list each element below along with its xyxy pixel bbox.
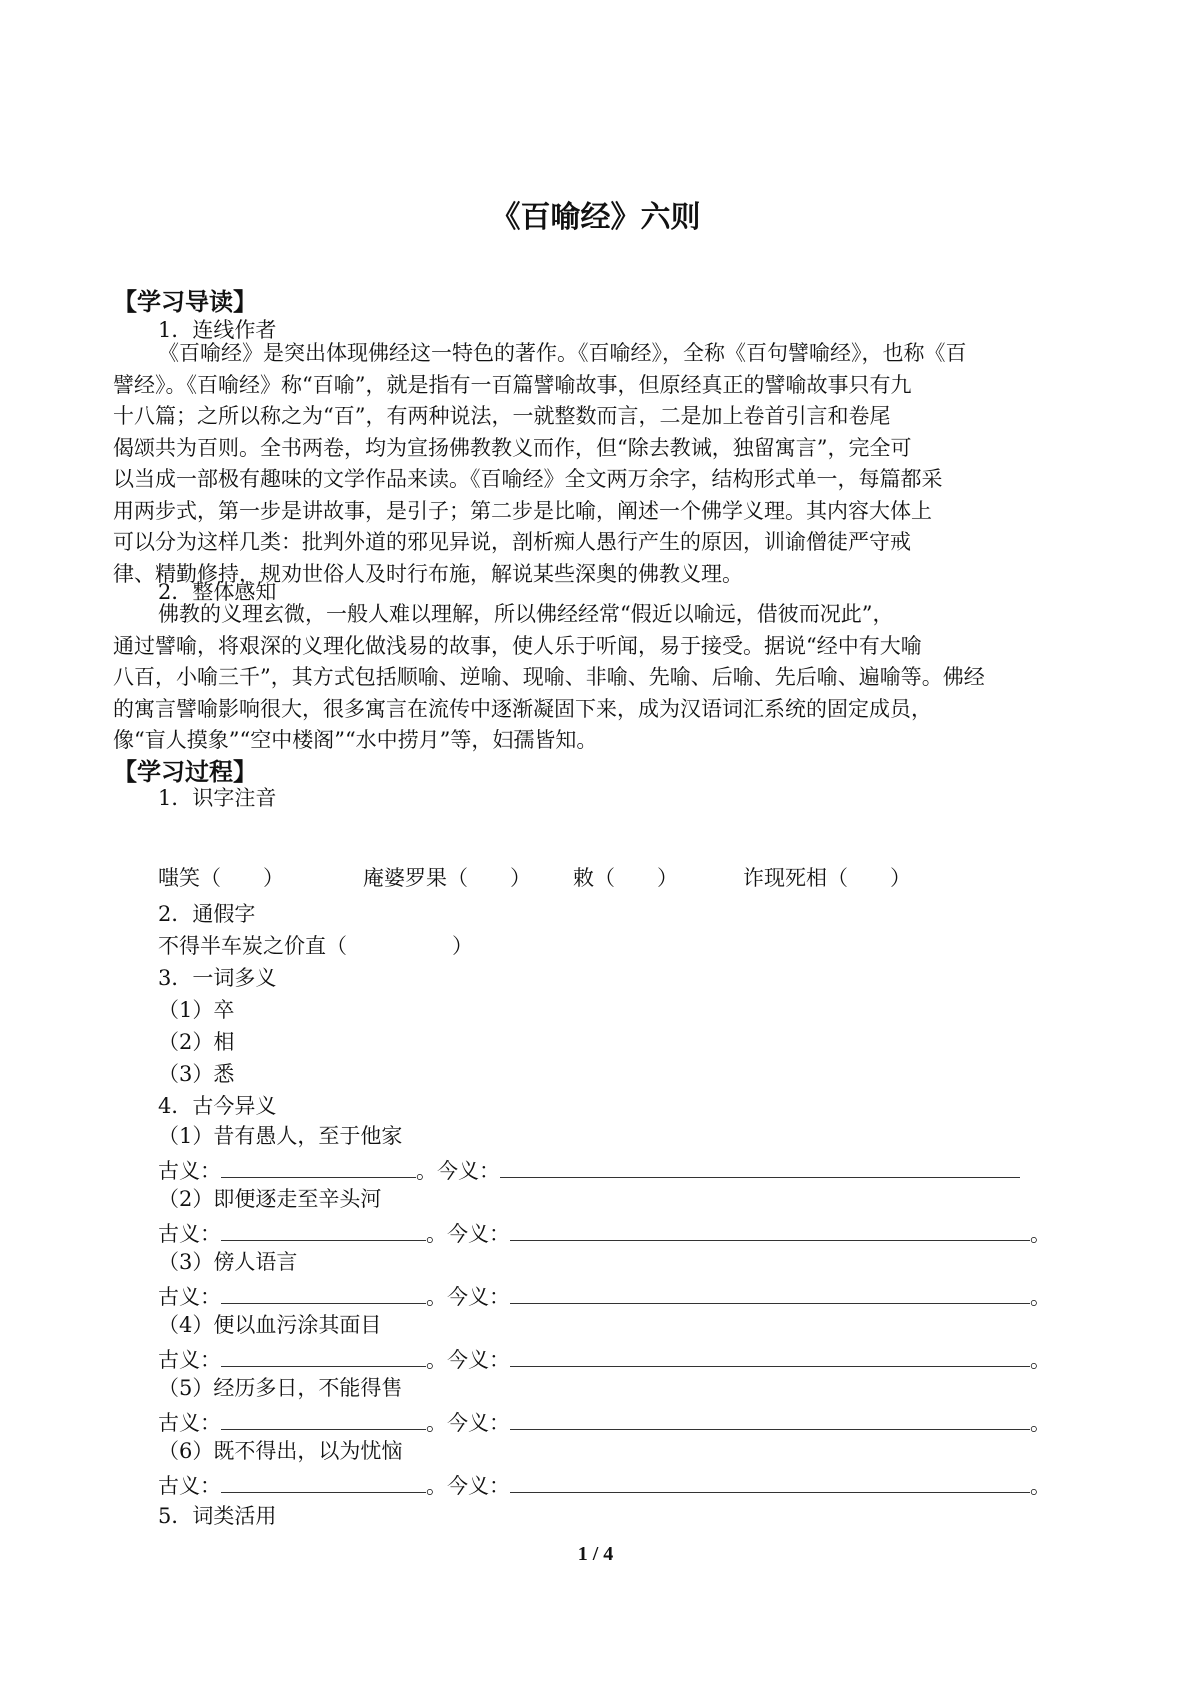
tongjia-question: 不得半车炭之价直（ ）: [158, 934, 473, 958]
gujin-sentence: （6）既不得出，以为忧恼: [158, 1439, 403, 1463]
duoyi-word: （2）相: [158, 1030, 235, 1054]
paragraph-line: 譬经》。《百喻经》称“百喻”，就是指有一百篇譬喻故事，但原经真正的譬喻故事只有九: [113, 372, 912, 397]
guide-item-2: 2．整体感知: [158, 580, 277, 604]
paragraph-line: 以当成一部极有趣味的文学作品来读。《百喻经》全文两万余字，结构形式单一，每篇都采: [113, 467, 943, 491]
gujin-answer-row: [158, 1470, 1051, 1500]
gujin-end: 。: [1030, 1222, 1051, 1246]
gu-label: 古义：: [158, 1411, 221, 1435]
paragraph-line: 通过譬喻，将艰深的义理化做浅易的故事，使人乐于听闻，易于接受。据说“经中有大喻: [113, 633, 922, 658]
pinyin-blank: 嗤笑（ ）: [158, 866, 284, 890]
page-title: 《百喻经》六则: [490, 200, 701, 235]
gujin-answer-row: [158, 1344, 1051, 1374]
gujin-sentence: （4）便以血污涂其面目: [158, 1313, 382, 1337]
section-heading-process: 【学习过程】: [113, 758, 257, 786]
gujin-sentence: （1）昔有愚人，至于他家: [158, 1124, 403, 1148]
gu-blank[interactable]: [221, 1220, 426, 1241]
gu-label: 古义：: [158, 1348, 221, 1372]
jin-label: 。今义：: [416, 1159, 500, 1183]
jin-blank[interactable]: [500, 1157, 1020, 1178]
gu-label: 古义：: [158, 1285, 221, 1309]
pinyin-blank: 庵婆罗果（ ）: [363, 866, 531, 890]
gu-blank[interactable]: [221, 1472, 426, 1493]
gujin-end: 。: [1030, 1411, 1051, 1435]
jin-label: 。今义：: [426, 1348, 510, 1372]
guide-paragraph-2: [113, 599, 1043, 757]
guide-item-1: 1．连线作者: [158, 318, 277, 342]
gu-blank[interactable]: [221, 1409, 426, 1430]
jin-blank[interactable]: [510, 1409, 1030, 1430]
process-item-3: 3．一词多义: [158, 966, 277, 990]
paragraph-line: 可以分为这样几类：批判外道的邪见异说，剖析痴人愚行产生的原因，训谕僧徒严守戒: [113, 530, 911, 554]
gu-blank[interactable]: [221, 1157, 416, 1178]
jin-blank[interactable]: [510, 1472, 1030, 1493]
gujin-sentence: （5）经历多日，不能得售: [158, 1376, 403, 1400]
jin-blank[interactable]: [510, 1346, 1030, 1367]
jin-label: 。今义：: [426, 1222, 510, 1246]
pinyin-blank: 敕（ ）: [573, 866, 678, 890]
gu-blank[interactable]: [221, 1283, 426, 1304]
paragraph-line: 八百，小喻三千”，其方式包括顺喻、逆喻、现喻、非喻、先喻、后喻、先后喻、遍喻等。佛经: [113, 665, 985, 689]
page-number: 1 / 4: [577, 1543, 614, 1565]
gujin-end: 。: [1030, 1348, 1051, 1372]
gujin-end: 。: [1030, 1474, 1051, 1498]
gujin-answer-row: [158, 1281, 1051, 1311]
process-item-1: 1．识字注音: [158, 786, 277, 810]
process-item-4: 4．古今异义: [158, 1094, 277, 1118]
jin-blank[interactable]: [510, 1283, 1030, 1304]
duoyi-word: （3）悉: [158, 1062, 235, 1086]
gu-label: 古义：: [158, 1159, 221, 1183]
gujin-sentence: （2）即便逐走至辛头河: [158, 1187, 382, 1211]
gujin-sentence: （3）傍人语言: [158, 1250, 298, 1274]
gujin-end: 。: [1030, 1285, 1051, 1309]
process-item-2: 2．通假字: [158, 902, 256, 926]
jin-label: 。今义：: [426, 1285, 510, 1309]
paragraph-line: 用两步式，第一步是讲故事，是引子；第二步是比喻，阐述一个佛学义理。其内容大体上: [113, 498, 932, 523]
paragraph-line: 偈颂共为百则。全书两卷，均为宣扬佛教教义而作，但“除去教诫，独留寓言”，完全可: [113, 435, 912, 460]
gu-label: 古义：: [158, 1222, 221, 1246]
section-heading-guide: 【学习导读】: [113, 288, 257, 316]
pinyin-blank: 诈现死相（ ）: [743, 866, 911, 890]
gu-label: 古义：: [158, 1474, 221, 1498]
duoyi-word: （1）卒: [158, 998, 235, 1022]
jin-label: 。今义：: [426, 1411, 510, 1435]
gu-blank[interactable]: [221, 1346, 426, 1367]
paragraph-line: 十八篇；之所以称之为“百”，有两种说法，一就整数而言，二是加上卷首引言和卷尾: [113, 404, 891, 428]
process-item-5: 5．词类活用: [158, 1504, 277, 1528]
paragraph-line: 像“盲人摸象”“空中楼阁”“水中捞月”等，妇孺皆知。: [113, 728, 598, 752]
guide-paragraph-1: [113, 338, 1043, 590]
paragraph-line: 的寓言譬喻影响很大，很多寓言在流传中逐渐凝固下来，成为汉语词汇系统的固定成员，: [113, 696, 932, 721]
jin-blank[interactable]: [510, 1220, 1030, 1241]
paragraph-line: 律、精勤修持，规劝世俗人及时行布施，解说某些深奥的佛教义理。: [113, 561, 743, 586]
gujin-answer-row: [158, 1218, 1051, 1248]
gujin-answer-row: [158, 1155, 1020, 1185]
paragraph-line: 佛教的义理玄微，一般人难以理解，所以佛经经常“假近以喻远，借彼而况此”，: [158, 602, 894, 626]
gujin-answer-row: [158, 1407, 1051, 1437]
jin-label: 。今义：: [426, 1474, 510, 1498]
paragraph-line: 《百喻经》是突出体现佛经这一特色的著作。《百喻经》，全称《百句譬喻经》，也称《百: [158, 341, 967, 365]
